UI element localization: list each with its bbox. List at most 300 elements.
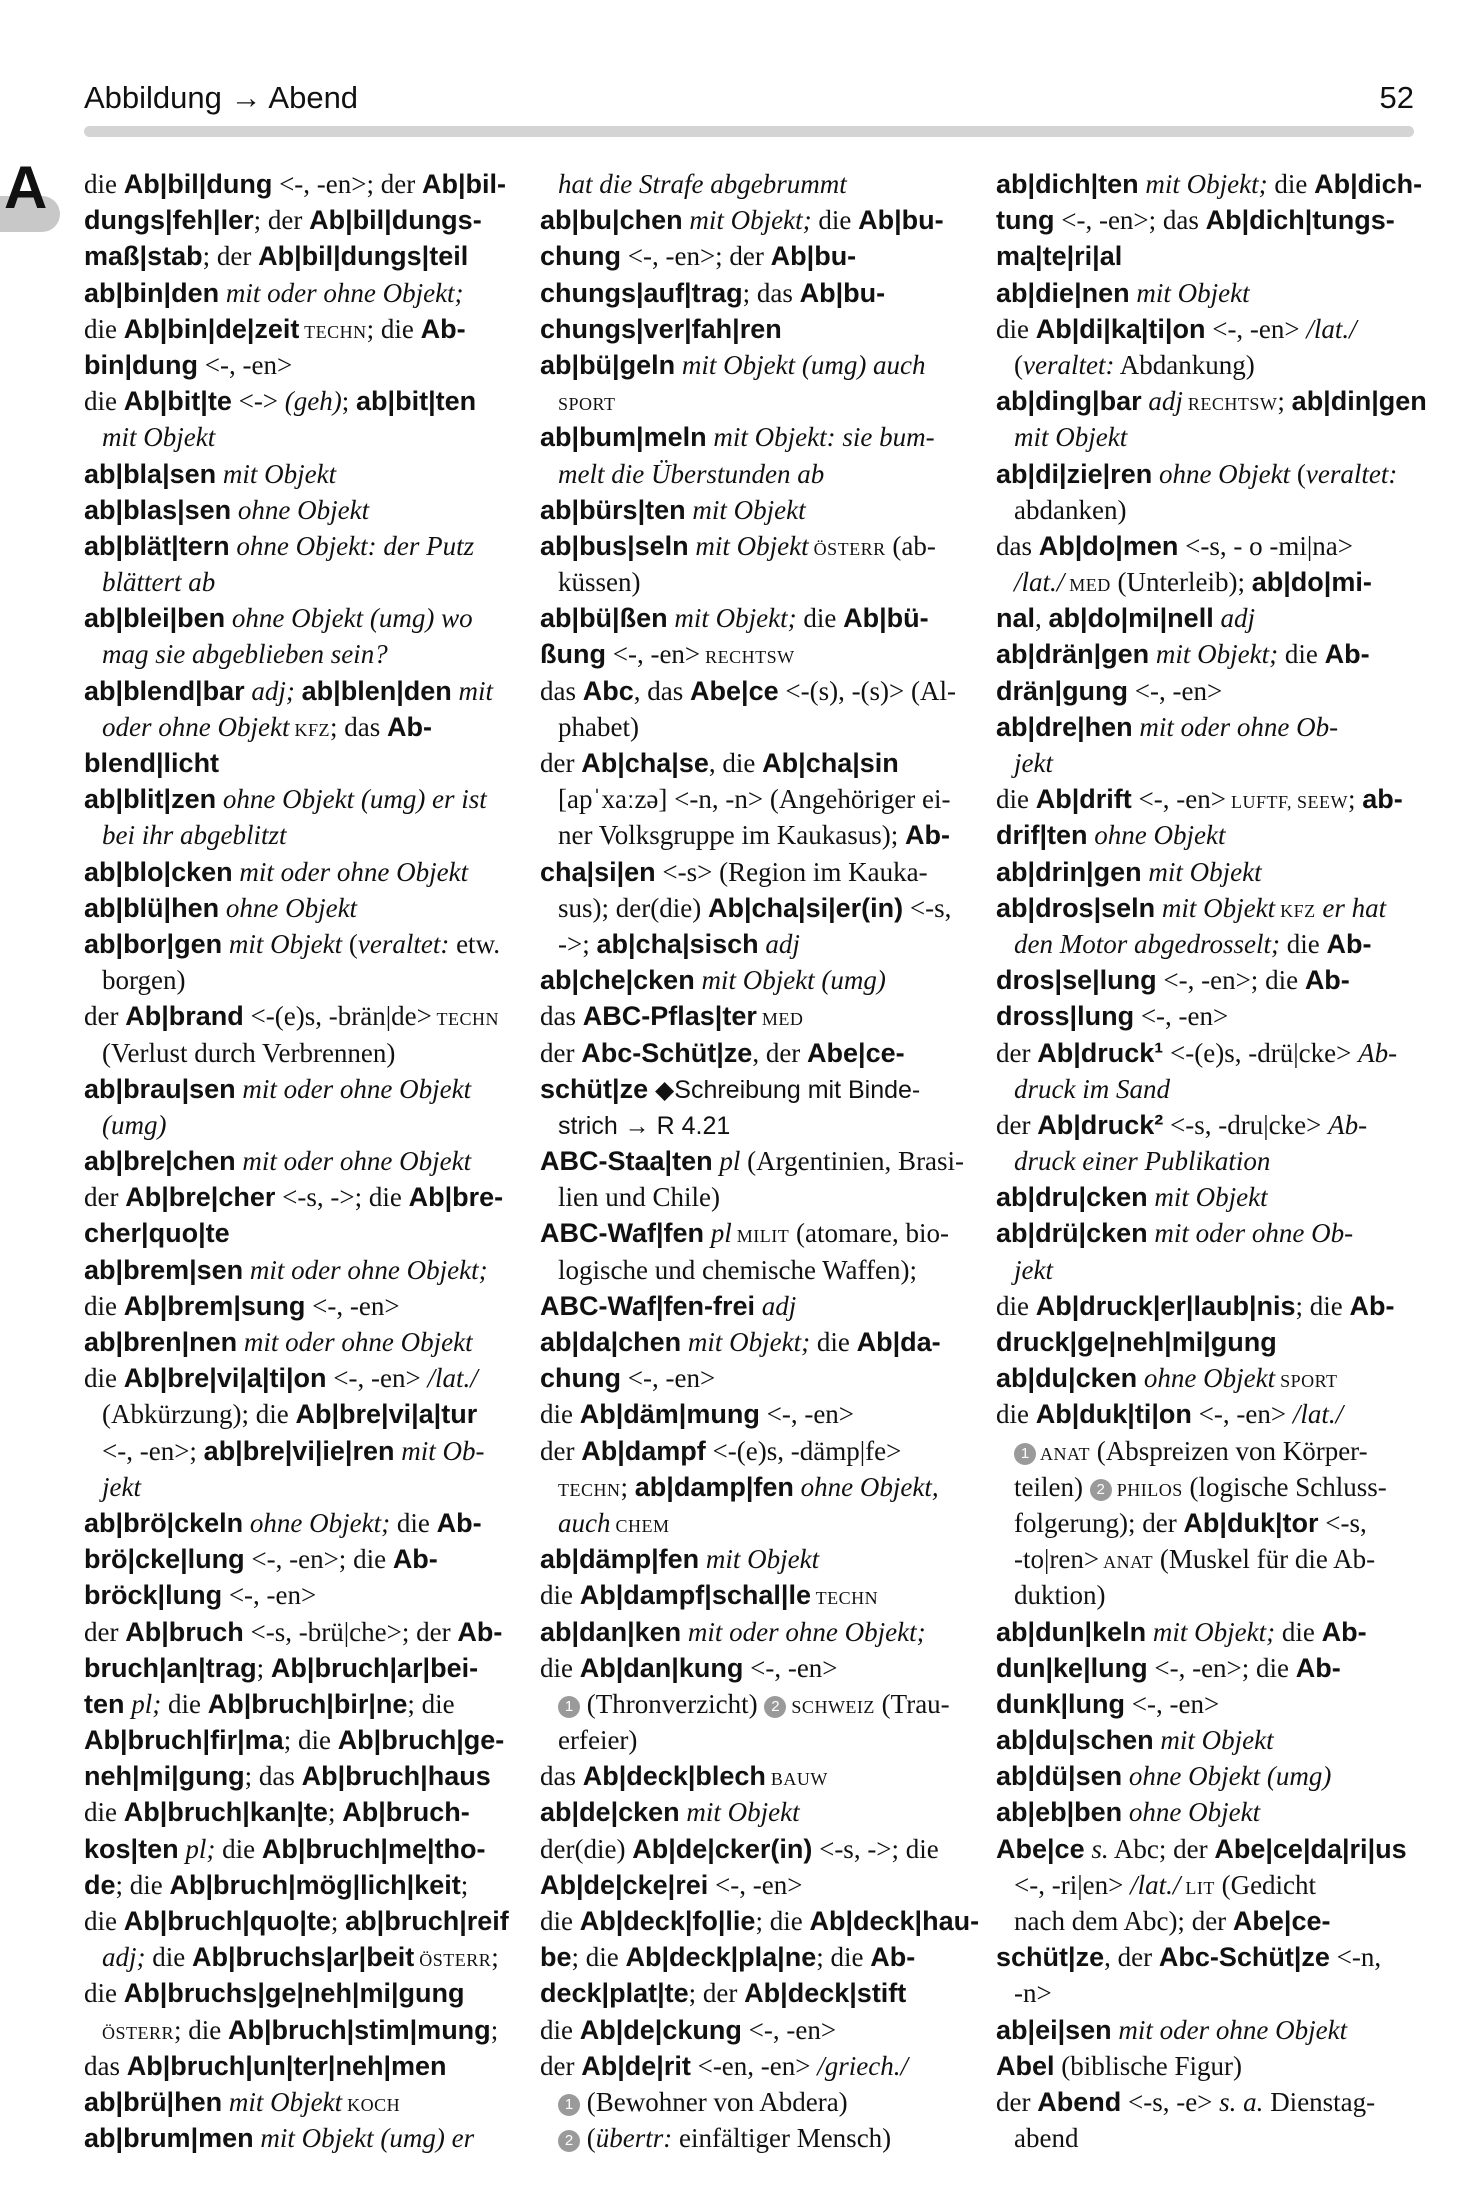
headword: Ab|bruch|fir|ma xyxy=(84,1725,284,1756)
entry-text: der xyxy=(84,1616,126,1647)
italic-text: adj xyxy=(1141,386,1183,417)
entry-line xyxy=(540,1035,968,1071)
usage-label: RECHTSW xyxy=(1182,394,1278,415)
italic-text: druck einer Publikation xyxy=(1014,1146,1271,1177)
sense-number: 2 xyxy=(558,2130,580,2152)
italic-text: ohne Objekt xyxy=(1122,1797,1261,1828)
entry-line xyxy=(996,202,1424,238)
headword: Ab|bruch|ge- xyxy=(337,1725,505,1756)
italic-text: adj; xyxy=(244,675,295,706)
headword: Ab|do|men xyxy=(1038,530,1179,561)
entry-line xyxy=(996,745,1424,781)
entry-text: die xyxy=(540,1652,580,1683)
entry-text: (ab- xyxy=(885,530,936,561)
sense-number: 2 xyxy=(764,1696,786,1718)
entry-text: , der xyxy=(752,1037,808,1068)
headword: ab|dru|cken xyxy=(996,1182,1148,1213)
entry-line xyxy=(996,1071,1424,1107)
entry-text: <-, -en> xyxy=(1134,1001,1229,1032)
headword: ab|bü|geln xyxy=(540,349,676,380)
italic-text: mit oder ohne Objekt xyxy=(235,1073,472,1104)
entry-line xyxy=(84,1722,512,1758)
entry-text: der xyxy=(84,1001,126,1032)
headword: ßung xyxy=(540,639,606,670)
entry-text: <-(e)s, -drü|cke> xyxy=(1163,1037,1359,1068)
entry-line xyxy=(996,564,1424,600)
entry-text: (Thronverzicht) xyxy=(580,1688,765,1719)
italic-text: adj xyxy=(758,928,800,959)
entry-text: der xyxy=(996,1109,1038,1140)
entry-line xyxy=(84,492,512,528)
entry-line xyxy=(996,528,1424,564)
entry-line xyxy=(540,383,968,419)
italic-text: mit Objekt; xyxy=(681,1327,811,1357)
entry-text: ( xyxy=(1014,349,1023,380)
headword: Ab|bruch|mög|lich|keit xyxy=(169,1869,461,1900)
headword: schüt|ze xyxy=(996,1942,1105,1973)
entry-line xyxy=(996,2120,1424,2156)
entry-text: die xyxy=(996,1290,1036,1321)
entry-text: die xyxy=(161,1688,208,1719)
entry-text: phabet) xyxy=(558,711,639,742)
entry-text: <-, -en> xyxy=(621,1363,716,1394)
entry-text: ner Volksgruppe im Kaukasus); xyxy=(558,820,905,851)
entry-line xyxy=(84,1939,512,1975)
entry-line xyxy=(84,1324,512,1360)
headword: ab|brü|hen xyxy=(84,2086,223,2117)
headword: Ab|bruch xyxy=(125,1616,244,1647)
usage-label: ANAT xyxy=(1099,1552,1154,1573)
headword: be xyxy=(540,1942,572,1973)
headword: Ab|bu- xyxy=(858,205,944,236)
headword: ab|damp|fen xyxy=(634,1471,794,1502)
entry-line xyxy=(84,311,512,347)
entry-text: <-, -ri|en> xyxy=(1014,1869,1131,1900)
italic-text: mit Objekt xyxy=(685,494,806,525)
entry-text: <-, -en>; die xyxy=(1156,965,1305,996)
headword: Ab|bruch|ar|bei- xyxy=(270,1652,479,1683)
entry-text: <-, -en> xyxy=(1131,784,1226,815)
headword: ab|blo|cken xyxy=(84,856,233,887)
headword: Ab|bu- xyxy=(770,241,857,272)
headword: chung xyxy=(540,241,621,272)
headword: Ab|deck|blech xyxy=(582,1761,766,1792)
entry-text: die xyxy=(84,313,124,344)
entry-line xyxy=(540,528,968,564)
headword: ab|brem|sen xyxy=(84,1254,244,1285)
usage-label: LIT xyxy=(1180,1877,1215,1898)
headword: Abc-Schüt|ze xyxy=(1158,1942,1330,1973)
entry-text: die xyxy=(84,169,124,199)
headword: Ab|bruchs|ar|beit xyxy=(192,1942,415,1973)
italic-text: pl xyxy=(712,1146,741,1177)
headword: Ab- xyxy=(420,313,466,344)
italic-text: veraltet: xyxy=(357,928,450,959)
entry-line xyxy=(996,1758,1424,1794)
entry-text: die xyxy=(996,313,1036,344)
entry-line xyxy=(540,781,968,817)
usage-label: TECHN xyxy=(810,1588,879,1609)
entry-line xyxy=(540,1469,968,1505)
entry-line xyxy=(84,1831,512,1867)
italic-text: mit Objekt; xyxy=(682,205,812,236)
headword: ab|du|schen xyxy=(996,1725,1154,1756)
entry-text: ; xyxy=(1277,386,1292,417)
entry-text: einfältiger Mensch) xyxy=(672,2123,892,2154)
entry-line xyxy=(540,709,968,745)
italic-text: ohne Objekt (umg) wo xyxy=(225,603,473,634)
usage-label: LUFTF, SEEW xyxy=(1225,792,1349,813)
entry-line xyxy=(84,1686,512,1722)
usage-label: SCHWEIZ xyxy=(786,1696,875,1717)
headword: ab|blät|tern xyxy=(84,530,230,561)
entry-line xyxy=(996,600,1424,636)
italic-text: Ab- xyxy=(1358,1037,1398,1068)
entry-text: ; die xyxy=(571,1942,626,1973)
headword: dungs|feh|ler xyxy=(84,205,254,236)
headword: bin|dung xyxy=(84,349,199,380)
entry-text: ; xyxy=(256,1652,271,1683)
headword: Ab|bre- xyxy=(408,1182,504,1213)
italic-text: druck im Sand xyxy=(1014,1073,1170,1104)
italic-text: mit oder ohne Objekt xyxy=(237,1327,473,1357)
italic-text: adj xyxy=(1213,603,1255,634)
italic-text: s. a. xyxy=(1219,2086,1264,2117)
headword: ab|drin|gen xyxy=(996,856,1142,887)
entry-line xyxy=(996,1939,1424,1975)
headword: cha|si|en xyxy=(540,856,656,887)
entry-line xyxy=(540,564,968,600)
usage-label: RECHTSW xyxy=(700,647,795,668)
entry-line xyxy=(540,1794,968,1830)
entry-line xyxy=(84,275,512,311)
italic-text: /lat./ xyxy=(427,1363,478,1394)
entry-text: <-, -en> xyxy=(222,1580,317,1611)
italic-text: mit oder ohne Objekt xyxy=(232,856,469,887)
entry-line xyxy=(996,1288,1424,1324)
entry-text: ; xyxy=(1348,784,1363,815)
headword: dros|se|lung xyxy=(996,965,1157,996)
entry-text: die xyxy=(1267,169,1315,199)
headword: Ab|de|ckung xyxy=(579,2014,742,2045)
entry-text: borgen) xyxy=(102,965,186,996)
entry-text: <-, -en>; xyxy=(102,1435,204,1466)
entry-line xyxy=(84,456,512,492)
headword: de xyxy=(84,1869,116,1900)
italic-text: mit Objekt xyxy=(1014,422,1128,453)
headword: chung xyxy=(540,1363,621,1394)
entry-line xyxy=(996,1505,1424,1541)
entry-text: <-, -en> xyxy=(1191,1399,1293,1430)
entry-text: der xyxy=(84,1182,126,1213)
entry-text: Dienstag- xyxy=(1263,2086,1376,2117)
headword: ab|bit|ten xyxy=(356,386,477,417)
entry-text: <-, -en> xyxy=(708,1869,803,1900)
headword: ab|blen|den xyxy=(301,675,452,706)
italic-text: mit Objekt (umg) er xyxy=(253,2123,475,2154)
headword: dun|ke|lung xyxy=(996,1652,1148,1683)
entry-line xyxy=(996,1469,1424,1505)
entry-line xyxy=(996,2048,1424,2084)
entry-line xyxy=(540,636,968,672)
entry-text: die xyxy=(84,1978,124,2009)
sense-number: 1 xyxy=(558,2094,580,2116)
entry-text: etw. xyxy=(449,928,501,959)
entry-line xyxy=(996,1396,1424,1432)
entry-text: die xyxy=(84,1797,124,1828)
entry-line xyxy=(84,238,512,274)
headword: Ab- xyxy=(870,1942,916,1973)
entry-line xyxy=(540,1505,968,1541)
entry-line xyxy=(84,1794,512,1830)
usage-label: SPORT xyxy=(1275,1371,1338,1392)
italic-text: mit Objekt xyxy=(699,1544,820,1575)
headword: Abe|ce|da|ri|us xyxy=(1214,1833,1407,1864)
entry-line xyxy=(540,1252,968,1288)
entry-line xyxy=(996,817,1424,853)
headword: ab|blü|hen xyxy=(84,892,220,923)
italic-text: ohne Objekt: der Putz xyxy=(229,530,475,561)
entry-line xyxy=(540,1867,968,1903)
headword: ab|di|zie|ren xyxy=(996,458,1153,489)
entry-text: (Abkürzung); die xyxy=(102,1399,296,1430)
usage-label: PHILOS xyxy=(1111,1479,1183,1500)
headword: Ab|deck|hau- xyxy=(809,1906,980,1936)
entry-text: logische und chemische Waffen); xyxy=(558,1254,917,1285)
headword: druck|ge|neh|mi|gung xyxy=(996,1327,1277,1357)
headword: Ab|cha|sin xyxy=(762,748,899,778)
headword: Ab|bruch|stim|mung xyxy=(228,2014,491,2045)
headword: Ab|bruch|me|tho- xyxy=(261,1833,486,1864)
entry-text: <-, -en>; die xyxy=(1147,1652,1296,1683)
entry-line xyxy=(996,998,1424,1034)
entry-text: die xyxy=(540,2014,580,2045)
entry-line xyxy=(84,1035,512,1071)
entry-line xyxy=(996,1360,1424,1396)
entry-text: <-> xyxy=(231,386,285,417)
entry-text: (logische Schluss- xyxy=(1182,1471,1387,1502)
entry-text: die xyxy=(810,1327,857,1357)
entry-line xyxy=(84,564,512,600)
headword: Ab|duk|ti|on xyxy=(1035,1399,1192,1430)
entry-text: <-, -en> xyxy=(1125,1688,1220,1719)
italic-text: mit Objekt xyxy=(1141,856,1262,887)
headword: Ab|bruch|kan|te xyxy=(123,1797,328,1828)
headword: neh|mi|gung xyxy=(84,1761,245,1792)
entry-line xyxy=(84,1288,512,1324)
entry-line xyxy=(540,1396,968,1432)
entry-line xyxy=(84,1252,512,1288)
headword: ab|die|nen xyxy=(996,277,1130,308)
entry-line xyxy=(996,1722,1424,1758)
entry-line xyxy=(540,419,968,455)
entry-line xyxy=(540,817,968,853)
entry-line xyxy=(540,2012,968,2048)
entry-text: , xyxy=(1035,603,1049,634)
headword: ma|te|ri|al xyxy=(996,241,1123,272)
italic-text: übertr: xyxy=(595,2123,673,2154)
headword: ab|do|mi- xyxy=(1251,567,1372,598)
entry-text: die xyxy=(540,1399,580,1430)
entry-text: Abc; der xyxy=(1108,1833,1215,1864)
italic-text: (umg) xyxy=(102,1109,167,1140)
entry-line xyxy=(996,636,1424,672)
entry-text: <-s, -dru|cke> xyxy=(1163,1109,1329,1140)
italic-text: pl; xyxy=(178,1833,216,1864)
entry-line xyxy=(996,854,1424,890)
italic-text: er hat xyxy=(1315,892,1387,923)
entry-text: <-s, -e> xyxy=(1121,2086,1220,2117)
italic-text: mit Ob- xyxy=(394,1435,485,1466)
headword: Ab|bre|cher xyxy=(125,1182,276,1213)
entry-text: folgerung); der xyxy=(1014,1507,1184,1538)
entry-line xyxy=(540,2120,968,2156)
italic-text: jekt xyxy=(1014,748,1053,778)
entry-text: sus); der(die) xyxy=(558,892,708,923)
entry-line xyxy=(84,890,512,926)
italic-text: mit Objekt xyxy=(222,2086,343,2117)
headword: Abe|ce xyxy=(690,675,779,706)
entry-text: (Argentinien, Brasi- xyxy=(740,1146,965,1177)
entry-line xyxy=(84,1469,512,1505)
headword: tung xyxy=(996,205,1055,236)
entry-text: <-en, -en> xyxy=(690,2050,818,2081)
entry-text: erfeier) xyxy=(558,1725,638,1756)
italic-text: mit Objekt xyxy=(216,458,337,489)
entry-text: nach dem Abc); der xyxy=(1014,1906,1233,1936)
italic-text: bei ihr abgeblitzt xyxy=(102,820,287,851)
headword: Ab|bit|te xyxy=(123,386,232,417)
italic-text: mit oder ohne Objekt; xyxy=(681,1616,926,1647)
entry-text: <-s, -brü|che>; der xyxy=(243,1616,458,1647)
entry-text: ; der xyxy=(202,241,259,272)
headword: ab|drän|gen xyxy=(996,639,1150,670)
headword: Ab|bü- xyxy=(843,603,929,634)
headword: ABC-Waf|fen-frei xyxy=(540,1290,756,1321)
headword: Abend xyxy=(1037,2086,1122,2117)
entry-line xyxy=(84,1505,512,1541)
entry-line xyxy=(540,1650,968,1686)
entry-line xyxy=(996,1577,1424,1613)
entry-line xyxy=(996,890,1424,926)
headword: Ab- xyxy=(1349,1290,1395,1321)
headword: Abc xyxy=(582,675,634,706)
entry-line xyxy=(996,383,1427,419)
entry-line xyxy=(996,1614,1424,1650)
italic-text: /griech./ xyxy=(817,2050,908,2081)
entry-line xyxy=(996,673,1424,709)
entry-text: ; der xyxy=(688,1978,745,2009)
headword: Ab|deck|pla|ne xyxy=(625,1942,817,1973)
entry-text: ; xyxy=(490,2014,499,2045)
entry-text: das xyxy=(540,675,583,706)
entry-text: (Unterleib); xyxy=(1110,567,1252,598)
entry-text: ; die xyxy=(115,1869,170,1900)
headword: ab|dros|seln xyxy=(996,892,1156,923)
headword: Ab|bruch|quo|te xyxy=(123,1906,331,1936)
headword: Ab|bruchs|ge|neh|mi|gung xyxy=(123,1978,465,2009)
headword: drif|ten xyxy=(996,820,1088,851)
italic-text: mit Objekt xyxy=(688,530,809,561)
headword: ab|bren|nen xyxy=(84,1327,238,1357)
page-header xyxy=(84,76,1414,120)
entry-line xyxy=(84,1650,512,1686)
italic-text: (geh) xyxy=(284,386,342,417)
sense-number: 1 xyxy=(1014,1443,1036,1465)
entry-line xyxy=(84,419,512,455)
headword: Ab|de|cker(in) xyxy=(632,1833,813,1864)
headword: ab|eb|ben xyxy=(996,1797,1123,1828)
entry-text: die xyxy=(84,1906,124,1936)
entry-line xyxy=(996,1143,1424,1179)
italic-text: mit Objekt; xyxy=(1138,169,1268,199)
entry-text: der xyxy=(540,1037,582,1068)
entry-text: (Trau- xyxy=(874,1688,950,1719)
entry-text: die xyxy=(1278,639,1325,670)
headword: ab|bre|chen xyxy=(84,1146,236,1177)
entry-text: ; xyxy=(327,1797,343,1828)
entry-line xyxy=(540,456,968,492)
headword: Ab|druck² xyxy=(1037,1109,1164,1140)
dictionary-column-3 xyxy=(996,166,1427,2156)
entry-line xyxy=(996,1324,1424,1360)
headword: maß|stab xyxy=(84,241,203,272)
usage-label: TECHN xyxy=(299,321,367,342)
entry-line xyxy=(540,1288,968,1324)
entry-text: <-s> (Region im Kauka- xyxy=(655,856,928,887)
entry-line xyxy=(84,636,512,672)
header-rule xyxy=(84,126,1414,137)
entry-line xyxy=(84,1577,512,1613)
italic-text: mit Objekt xyxy=(102,422,216,453)
entry-line xyxy=(996,238,1424,274)
italic-text: mit Objekt; xyxy=(1146,1616,1276,1647)
entry-text: der xyxy=(996,2086,1038,2117)
entry-text: ; xyxy=(491,1942,499,1973)
italic-text: mit Objekt (umg) auch xyxy=(675,349,926,380)
italic-text: jekt xyxy=(102,1471,141,1502)
entry-line xyxy=(84,926,512,962)
entry-text: der xyxy=(540,2050,582,2081)
entry-text: (biblische Figur) xyxy=(1054,2050,1242,2081)
entry-text: <-n, xyxy=(1329,1942,1382,1973)
entry-line xyxy=(84,2120,512,2156)
italic-text: mag sie abgeblieben sein? xyxy=(102,639,388,670)
headword: chungs|ver|fah|ren xyxy=(540,313,782,344)
headword: Ab|dampf|schal|le xyxy=(579,1580,811,1611)
italic-text: Ab- xyxy=(1328,1109,1368,1140)
headword: Ab|bil|dungs- xyxy=(309,205,482,236)
entry-text: (Muskel für die Ab- xyxy=(1153,1544,1376,1575)
headword: brö|cke|lung xyxy=(84,1544,245,1575)
entry-line xyxy=(84,1071,512,1107)
entry-line xyxy=(996,1903,1424,1939)
usage-label: MED xyxy=(756,1009,804,1030)
entry-text: die xyxy=(84,386,124,417)
entry-text: die xyxy=(390,1507,437,1538)
entry-line xyxy=(84,709,512,745)
headword: dunk|lung xyxy=(996,1688,1126,1719)
headword: Abe|ce xyxy=(996,1833,1085,1864)
headword: Ab|dampf xyxy=(581,1435,706,1466)
italic-text: ohne Objekt, xyxy=(793,1471,939,1502)
entry-text: die xyxy=(215,1833,262,1864)
headword: chungs|auf|trag xyxy=(540,277,743,308)
entry-line xyxy=(540,1541,968,1577)
italic-text: mit oder ohne Objekt xyxy=(235,1146,472,1177)
entry-text: das xyxy=(540,1001,583,1032)
headword: Ab|bre|vi|a|ti|on xyxy=(123,1363,327,1394)
